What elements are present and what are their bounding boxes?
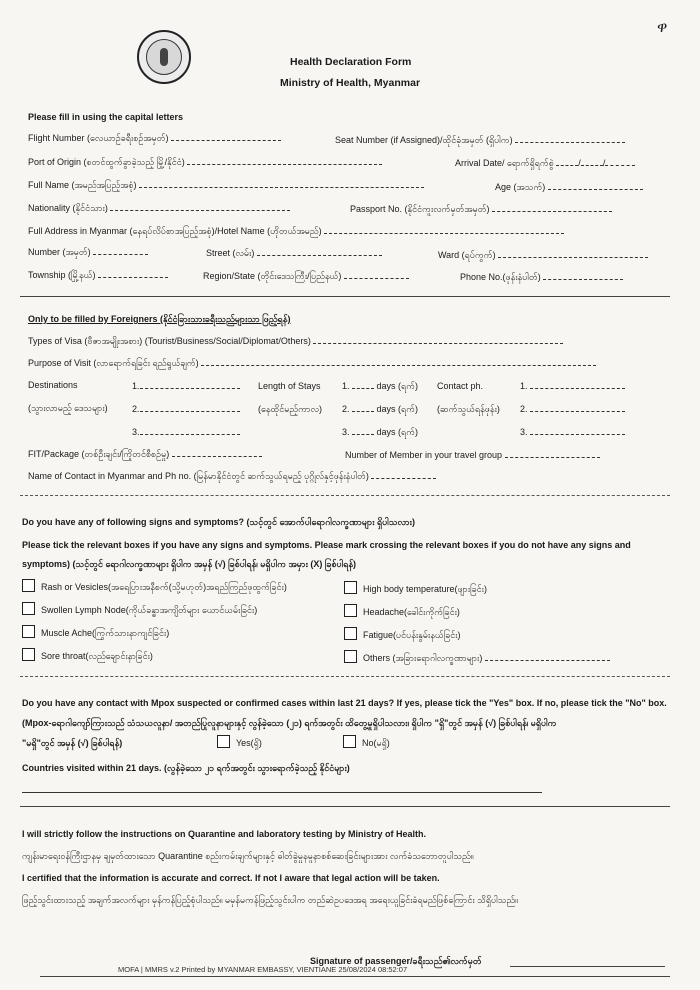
symptom-rash[interactable]: Rash or Vesicles(အရေပြားအနီစက်(သို့မဟုတ်)အရည်ကြည်ဖုထွက်ခြင်း) bbox=[22, 579, 287, 593]
signature-field[interactable] bbox=[510, 966, 665, 967]
purpose-of-visit-field[interactable]: Purpose of Visit (လာရောက်ရခြင်း ရည်ရွယ်ချက်) bbox=[28, 357, 596, 369]
stay-days-3-field[interactable]: 3. days (ရက်) bbox=[342, 427, 419, 437]
symptom-others[interactable]: Others (အခြားရောဂါလက္ခဏာများ) bbox=[344, 650, 610, 664]
mpox-yes-option[interactable]: Yes(ရှိ) bbox=[217, 735, 262, 749]
headache-checkbox[interactable] bbox=[344, 604, 357, 617]
full-name-field[interactable]: Full Name (အမည်အပြည့်အစုံ) bbox=[28, 179, 424, 191]
declaration-quarantine-mm: ကျန်းမာရေးဝန်ကြီးဌာနမှ ချမှတ်ထားသော Quarantine စည်းကမ်းချက်များနှင့် ဓါတ်ခွဲမှုနမူနာစစ်ဆေးခြင်းများအား လက်ခံသဘောတူပါသည်။ bbox=[22, 851, 474, 861]
contact-phone-3-field[interactable]: 3. bbox=[520, 426, 625, 438]
ward-field[interactable]: Ward (ရပ်ကွက်) bbox=[438, 249, 648, 261]
foreigners-heading: Only to be filled by Foreigners (နိုင်ငံခြားသားခရီးသည်များသာ ဖြည့်ရန်) bbox=[28, 314, 291, 324]
full-address-field[interactable]: Full Address in Myanmar (နေရပ်လိပ်စာအပြည့်အစုံ)/Hotel Name (ဟိုတယ်အမည်) bbox=[28, 225, 564, 237]
flight-number-field[interactable]: Flight Number (လေယာဉ်ခရီးစဉ်အမှတ်) bbox=[28, 132, 281, 144]
port-of-origin-field[interactable]: Port of Origin (စတင်ထွက်ခွာခဲ့သည့် မြို့/နိုင်ငံ) bbox=[28, 156, 382, 168]
contact-phone-2-field[interactable]: 2. bbox=[520, 403, 625, 415]
declaration-quarantine: I will strictly follow the instructions on Quarantine and laboratory testing by Ministry of Health. bbox=[22, 829, 427, 839]
sore-throat-checkbox[interactable] bbox=[22, 648, 35, 661]
muscle-ache-checkbox[interactable] bbox=[22, 625, 35, 638]
capital-letters-instruction: Please fill in using the capital letters bbox=[28, 112, 184, 122]
others-checkbox[interactable] bbox=[344, 650, 357, 663]
passport-number-field[interactable]: Passport No. (နိုင်ငံကူးလက်မှတ်အမှတ်) bbox=[350, 203, 612, 215]
symptoms-instruction-mm: symptoms) (သင့်တွင် ရောဂါလက္ခဏာများ ရှိပါက အမှန် (√) ခြစ်ပါရန်၊ မရှိပါက အမှား (X) ခြစ်ပါရန်) bbox=[22, 559, 357, 569]
destination-2-field[interactable]: 2. bbox=[132, 403, 240, 415]
township-field[interactable]: Township (မြို့နယ်) bbox=[28, 269, 168, 281]
yes-checkbox[interactable] bbox=[217, 735, 230, 748]
length-of-stays-label: Length of Stays bbox=[258, 381, 321, 391]
mpox-no-option[interactable]: No(မရှိ) bbox=[343, 735, 390, 749]
stay-days-1-field[interactable]: 1. days (ရက်) bbox=[342, 381, 419, 391]
no-checkbox[interactable] bbox=[343, 735, 356, 748]
swollen-lymph-node-checkbox[interactable] bbox=[22, 602, 35, 615]
footer-rule bbox=[40, 976, 670, 977]
symptom-swollen-lymph-node[interactable]: Swollen Lymph Node(ကိုယ်ခန္ဓာအကျိတ်များ ယောင်ယမ်းခြင်း) bbox=[22, 602, 257, 616]
divider bbox=[20, 296, 670, 297]
signature-label: Signature of passenger/ခရီးသည်၏လက်မှတ် bbox=[310, 956, 482, 966]
myanmar-contact-field[interactable]: Name of Contact in Myanmar and Ph no. (မြန်မာနိုင်ငံတွင် ဆက်သွယ်ရမည့် ပုဂ္ဂိုလ်နှင့်ဖုန်းနံပါတ်) bbox=[28, 470, 436, 482]
length-of-stays-mm-label: (နေထိုင်မည့်ကာလ) bbox=[258, 404, 323, 414]
symptoms-instruction: Please tick the relevant boxes if you have any signs and symptoms. Please mark crossing the relevant boxes if you do not have any signs and bbox=[22, 540, 631, 550]
destinations-mm-label: (သွားလာမည့် ဒေသများ) bbox=[28, 403, 108, 413]
region-state-field[interactable]: Region/State (တိုင်းဒေသကြီး/ပြည်နယ်) bbox=[203, 270, 409, 282]
address-number-field[interactable]: Number (အမှတ်) bbox=[28, 246, 148, 258]
declaration-certification: I certified that the information is accurate and correct. If not I aware that legal action will be taken. bbox=[22, 873, 440, 883]
divider bbox=[20, 806, 670, 807]
street-field[interactable]: Street (လမ်း) bbox=[206, 247, 382, 259]
form-title: Health Declaration Form bbox=[290, 56, 412, 68]
rash-checkbox[interactable] bbox=[22, 579, 35, 592]
declaration-certification-mm: ဖြည့်သွင်းထားသည့် အချက်အလက်များ မှန်ကန်ပြည့်စုံပါသည်။ မမှန်မကန်ဖြည့်သွင်းပါက တည်ဆဲဥပဒေအရ အရေးယူခြင်းခံရမည်ဖြစ်ကြောင်း သိရှိပါသည်။ bbox=[22, 895, 518, 905]
stay-days-2-field[interactable]: 2. days (ရက်) bbox=[342, 404, 419, 414]
form-subtitle: Ministry of Health, Myanmar bbox=[280, 77, 421, 89]
page-number: ዋ bbox=[657, 18, 668, 36]
print-footer: MOFA | MMRS v.2 Printed by MYANMAR EMBASSY, VIENTIANE 25/08/2024 08:52:07 bbox=[118, 965, 408, 974]
contact-phone-mm-label: (ဆက်သွယ်ရန်ဖုန်း) bbox=[437, 404, 500, 414]
ministry-seal-icon bbox=[137, 30, 191, 84]
fatigue-checkbox[interactable] bbox=[344, 627, 357, 640]
countries-visited-label: Countries visited within 21 days. (လွန်ခဲ့သော ၂၁ ရက်အတွင်း သွားရောက်ခဲ့သည့် နိုင်ငံများ) bbox=[22, 763, 350, 773]
destination-3-field[interactable]: 3. bbox=[132, 426, 240, 438]
symptoms-question: Do you have any of following signs and symptoms? (သင့်တွင် အောက်ပါရောဂါလက္ခဏာများ ရှိပါသလား) bbox=[22, 517, 415, 527]
mpox-question-mm: (Mpox-ရောဂါကျော်ကြားသည် သံသယလူနာ/ အတည်ပြုလူနာများနှင့် လွန်ခဲ့သော (၂၁) ရက်အတွင်း ထိတွေ့မှုရှိပါသလား၊ ရှိပါက "ရှိ"တွင် အမှန် (√) ခြစ်ပါရန်၊ မရှိပါက bbox=[22, 718, 557, 728]
travel-group-members-field[interactable]: Number of Member in your travel group bbox=[345, 449, 600, 461]
seat-number-field[interactable]: Seat Number (if Assigned)/ထိုင်ခုံအမှတ် (ရှိပါက) bbox=[335, 134, 625, 146]
age-field[interactable]: Age (အသက်) bbox=[495, 181, 643, 193]
symptom-high-temperature[interactable]: High body temperature(ဖျားခြင်း) bbox=[344, 581, 487, 595]
destination-1-field[interactable]: 1. bbox=[132, 380, 240, 392]
destinations-label: Destinations bbox=[28, 380, 78, 390]
symptom-muscle-ache[interactable]: Muscle Ache(ကြွက်သားနာကျင်ခြင်း) bbox=[22, 625, 169, 639]
phone-number-field[interactable]: Phone No.(ဖုန်းနံပါတ်) bbox=[460, 271, 623, 283]
mpox-question: Do you have any contact with Mpox suspected or confirmed cases within last 21 days? If yes, please tick the "Yes" box. If no, please tick the "No" box. bbox=[22, 698, 667, 708]
high-temperature-checkbox[interactable] bbox=[344, 581, 357, 594]
visa-type-field[interactable]: Types of Visa (ဗီဇာအမျိုးအစား) (Tourist/Business/Social/Diplomat/Others) bbox=[28, 335, 563, 347]
divider bbox=[20, 495, 670, 496]
contact-phone-label: Contact ph. bbox=[437, 381, 484, 391]
arrival-date-field[interactable]: Arrival Date/ ရောက်ရှိရက်စွဲ / / bbox=[455, 157, 635, 169]
fit-package-field[interactable]: FIT/Package (တစ်ဦးချင်း/ကြိုတင်စီစဉ်မှု) bbox=[28, 448, 262, 460]
contact-phone-1-field[interactable]: 1. bbox=[520, 380, 625, 392]
mpox-question-mm-2: "မရှိ"တွင် အမှန် (√) ခြစ်ပါရန်) bbox=[22, 738, 123, 748]
symptom-headache[interactable]: Headache(ခေါင်းကိုက်ခြင်း) bbox=[344, 604, 460, 618]
symptom-fatigue[interactable]: Fatigue(ပင်ပန်းနွမ်းနယ်ခြင်း) bbox=[344, 627, 461, 641]
symptom-sore-throat[interactable]: Sore throat(လည်ချောင်းနာခြင်း) bbox=[22, 648, 153, 662]
divider bbox=[20, 676, 670, 677]
countries-visited-field[interactable] bbox=[22, 792, 542, 793]
nationality-field[interactable]: Nationality (နိုင်ငံသား) bbox=[28, 202, 290, 214]
